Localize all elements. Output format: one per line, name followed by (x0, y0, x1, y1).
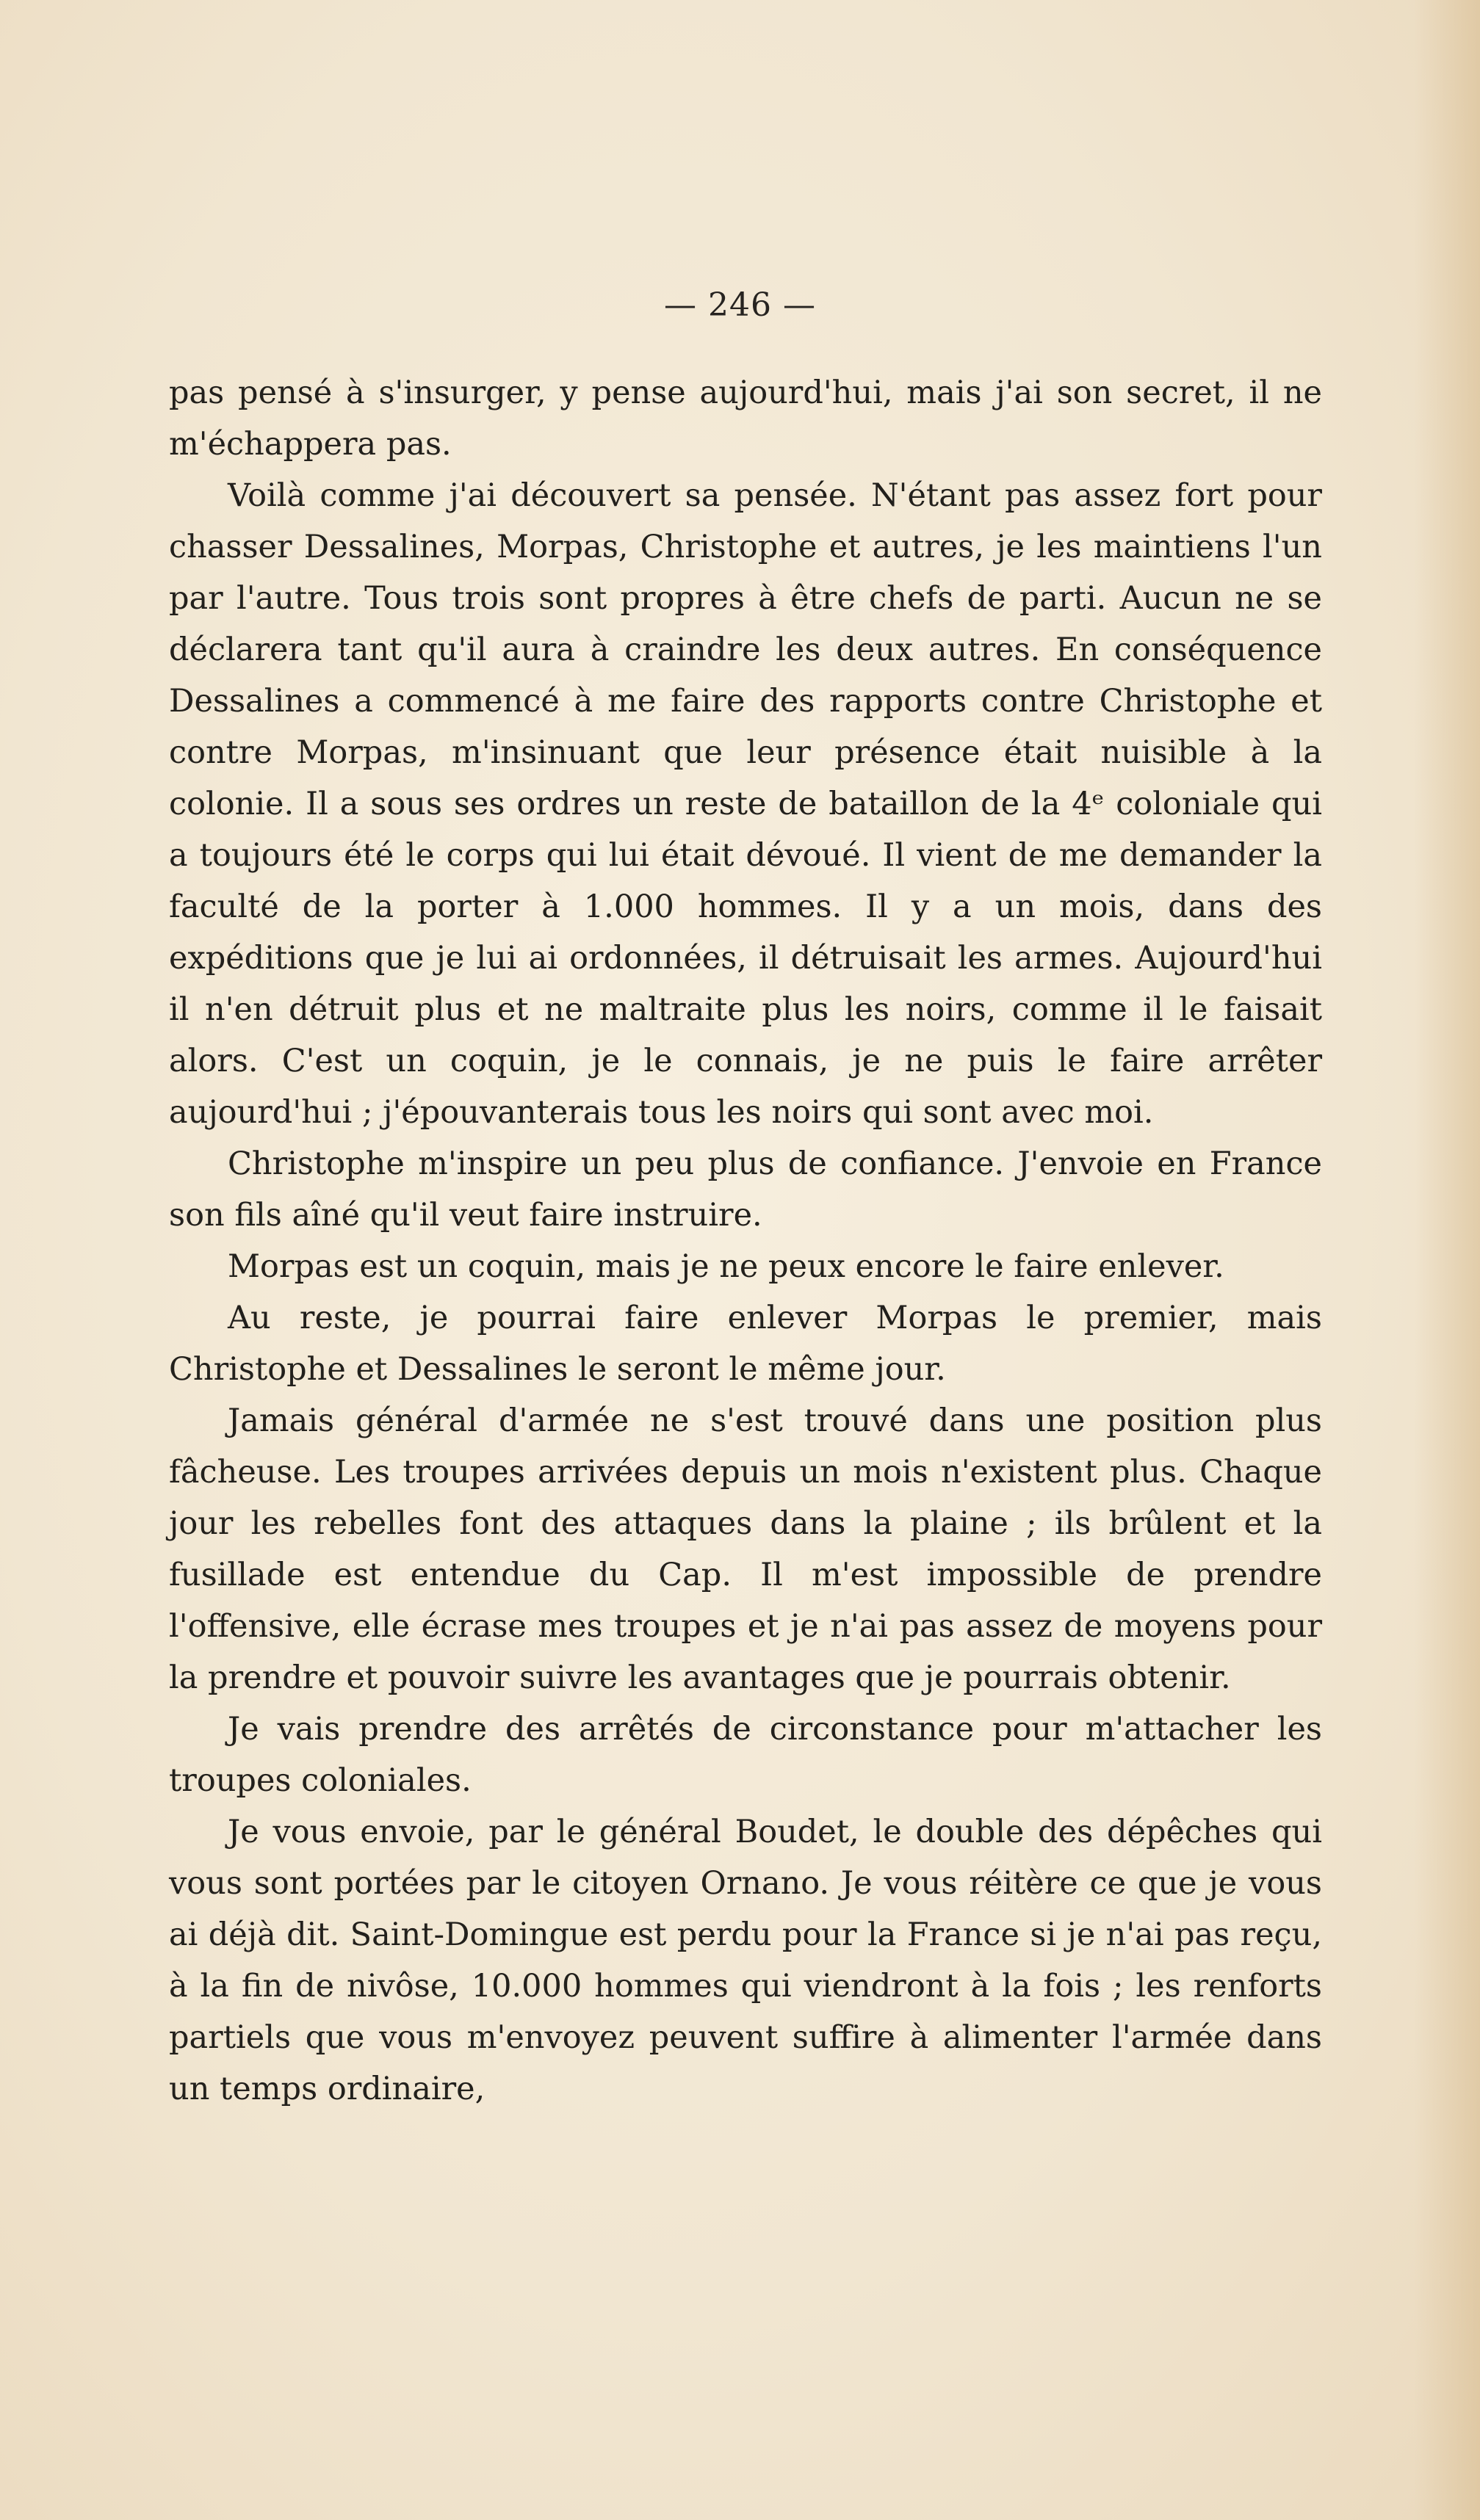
paragraph-4: Morpas est un coquin, mais je ne peux encore le faire enlever. (228, 1248, 1224, 1285)
body-text (169, 367, 1322, 2115)
paragraph-2: Voilà comme j'ai découvert sa pensée. N'étant pas assez fort pour chasser Dessalines, Morpas, Christophe et autres, je les maintiens l'un par l'autre. Tous trois sont propres à être chefs de parti. Aucun ne se déclarera tant qu'il aura à craindre les deux autres. En conséquence Dessalines a commencé à me faire des rapports contre Christophe et contre Morpas, m'insinuant que leur présence était nuisible à la colonie. Il a sous ses ordres un reste de bataillon de la 4ᵉ coloniale qui a toujours été le corps qui lui était dévoué. Il vient de me demander la faculté de la porter à 1.000 hommes. Il y a un mois, dans des expéditions que je lui ai ordonnées, il détruisait les armes. Aujourd'hui il n'en détruit plus et ne maltraite plus les noirs, comme il le faisait alors. C'est un coquin, je le connais, je ne puis le faire arrêter aujourd'hui ; j'épouvanterais tous les noirs qui sont avec moi. (169, 477, 1322, 1131)
paragraph-5: Au reste, je pourrai faire enlever Morpas le premier, mais Christophe et Dessalines le seront le même jour. (169, 1300, 1322, 1388)
paragraph-8: Je vous envoie, par le général Boudet, le double des dépêches qui vous sont portées par le citoyen Ornano. Je vous réitère ce que je vous ai déjà dit. Saint-Domingue est perdu pour la France si je n'ai pas reçu, à la fin de nivôse, 10.000 hommes qui viendront à la fois ; les renforts partiels que vous m'envoyez peuvent suffire à alimenter l'armée dans un temps ordinaire, (169, 1814, 1322, 2107)
page-number: — 246 — (664, 286, 816, 324)
paragraph-1: pas pensé à s'insurger, y pense aujourd'hui, mais j'ai son secret, il ne m'échappera pas. (169, 374, 1322, 463)
paragraph-3: Christophe m'inspire un peu plus de confiance. J'envoie en France son fils aîné qu'il veut faire instruire. (169, 1145, 1322, 1234)
paragraph-6: Jamais général d'armée ne s'est trouvé dans une position plus fâcheuse. Les troupes arrivées depuis un mois n'existent plus. Chaque jour les rebelles font des attaques dans la plaine ; ils brûlent et la fusillade est entendue du Cap. Il m'est impossible de prendre l'offensive, elle écrase mes troupes et je n'ai pas assez de moyens pour la prendre et pouvoir suivre les avantages que je pourrais obtenir. (169, 1402, 1322, 1696)
page-edge-shadow (1414, 0, 1480, 2520)
paragraph-7: Je vais prendre des arrêtés de circonstance pour m'attacher les troupes coloniales. (169, 1711, 1322, 1799)
